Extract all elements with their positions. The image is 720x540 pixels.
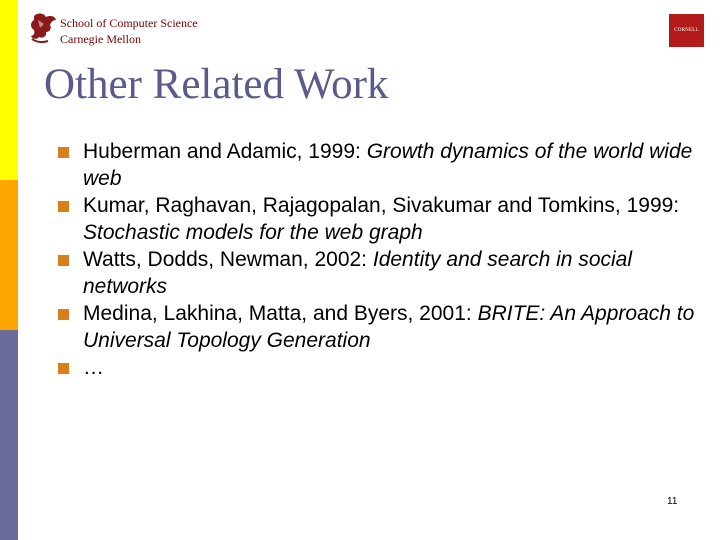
bullet-authors: Medina, Lakhina, Matta, and Byers, 2001: xyxy=(83,302,478,325)
left-strip-purple xyxy=(0,330,18,540)
slide-title: Other Related Work xyxy=(44,61,389,108)
bullet-authors: Watts, Dodds, Newman, 2002: xyxy=(83,248,373,271)
bullet-marker-icon xyxy=(58,255,69,266)
bullet-marker-icon xyxy=(58,147,69,158)
bullet-marker-icon xyxy=(58,309,69,320)
bullet-work-title: Growth dynamics of the world wide web xyxy=(83,140,693,190)
bullet-authors: Huberman and Adamic, 1999: xyxy=(83,140,367,163)
bullet-list xyxy=(58,138,698,381)
bullet-marker-icon xyxy=(58,363,69,374)
bullet-item xyxy=(58,300,698,354)
bullet-item xyxy=(58,354,698,381)
bullet-marker-icon xyxy=(58,201,69,212)
cornell-logo: CORNELL xyxy=(669,14,704,47)
bullet-authors: … xyxy=(83,356,104,379)
school-line-1: School of Computer Science xyxy=(60,16,198,30)
bullet-work-title: Stochastic models for the web graph xyxy=(83,221,423,244)
cmu-griffin-logo-icon xyxy=(28,10,58,44)
bullet-work-title: BRITE: An Approach to Universal Topology Generation xyxy=(83,302,695,352)
bullet-item xyxy=(58,192,698,246)
bullet-item xyxy=(58,138,698,192)
left-strip-orange xyxy=(0,180,18,330)
school-line-2: Carnegie Mellon xyxy=(60,32,141,46)
page-number: 11 xyxy=(667,496,678,507)
school-name xyxy=(60,15,198,47)
left-strip-yellow xyxy=(0,0,18,180)
bullet-item xyxy=(58,246,698,300)
bullet-authors: Kumar, Raghavan, Rajagopalan, Sivakumar and Tomkins, 1999: xyxy=(83,194,680,217)
bullet-work-title: Identity and search in social networks xyxy=(83,248,633,298)
